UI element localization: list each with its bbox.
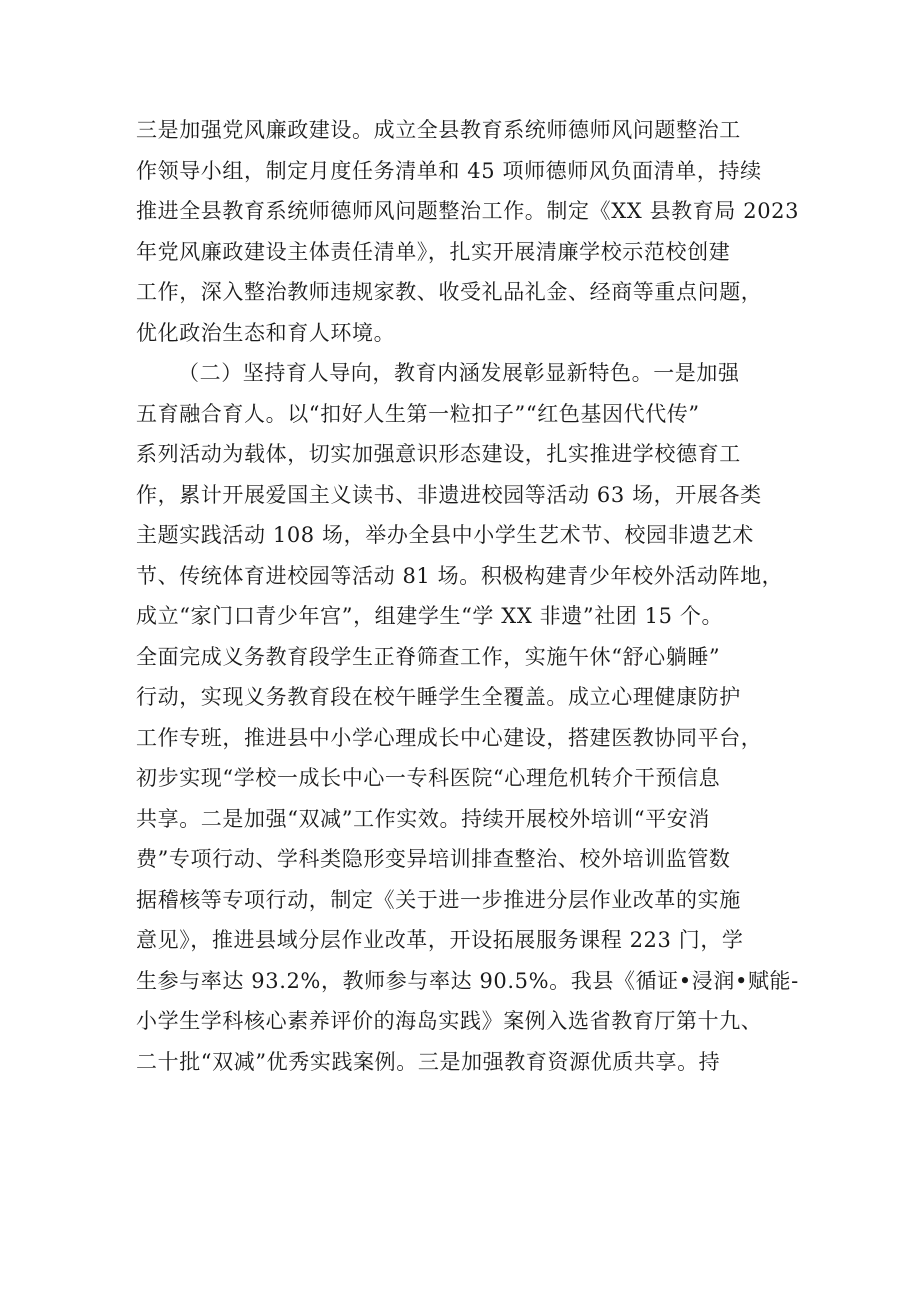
text-line: 优化政治生态和育人环境。 <box>136 320 396 345</box>
text-line: 费”专项行动、学科类隐形变异培训排查整治、校外培训监管数 <box>136 847 731 871</box>
text-line: 系列活动为载体，切实加强意识形态建设，扎实推进学校德育工 <box>136 442 741 466</box>
text-line: 全面完成义务教育段学生正脊筛查工作，实施午休“舒心躺睡” <box>136 644 721 669</box>
text-line: 初步实现“学校一成长中心一专科医院“心理危机转介干预信息 <box>136 766 721 790</box>
text-line: 工作专班，推进县中小学心理成长中心建设，搭建医教协同平台， <box>136 725 763 750</box>
body-text <box>136 110 804 1082</box>
text-line: 主题实践活动 108 场，举办全县中小学生艺术节、校园非遗艺术 <box>136 523 755 547</box>
text-line: 三是加强党风廉政建设。成立全县教育系统师德师风问题整治工 <box>136 118 741 142</box>
text-line: 二十批“双减”优秀实践案例。三是加强教育资源优质共享。持 <box>136 1049 721 1074</box>
text-line: 成立“家门口青少年宫”，组建学生“学 XX 非遗”社团 15 个。 <box>136 604 724 628</box>
text-line: 五育融合育人。以“扣好人生第一粒扣子”“红色基因代代传” <box>136 401 700 426</box>
text-line: 意见》，推进县域分层作业改革，开设拓展服务课程 223 门，学 <box>136 928 744 952</box>
text-line: 生参与率达 93.2%，教师参与率达 90.5%。我县《循证•浸润•赋能- <box>136 968 799 993</box>
text-line: 据稽核等专项行动，制定《关于进一步推进分层作业改革的实施 <box>136 887 741 912</box>
text-line: 共享。二是加强“双减”工作实效。持续开展校外培训“平安消 <box>136 806 711 831</box>
text-line: 节、传统体育进校园等活动 81 场。积极构建青少年校外活动阵地， <box>136 563 784 588</box>
text-line: 作领导小组，制定月度任务清单和 45 项师德师风负面清单，持续 <box>136 158 762 183</box>
text-line: 工作，深入整治教师违规家教、收受礼品礼金、经商等重点问题， <box>136 280 763 304</box>
text-line: 作，累计开展爱国主义读书、非遗进校园等活动 63 场，开展各类 <box>136 482 762 507</box>
text-line: 行动，实现义务教育段在校午睡学生全覆盖。成立心理健康防护 <box>136 685 741 709</box>
text-line: （二）坚持育人导向，教育内涵发展彰显新特色。一是加强 <box>178 361 740 385</box>
text-line: 推进全县教育系统师德师风问题整治工作。制定《XX 县教育局 2023 <box>136 199 800 223</box>
text-line: 年党风廉政建设主体责任清单》，扎实开展清廉学校示范校创建 <box>136 239 731 264</box>
text-line: 小学生学科核心素养评价的海岛实践》案例入选省教育厅第十九、 <box>136 1009 763 1033</box>
